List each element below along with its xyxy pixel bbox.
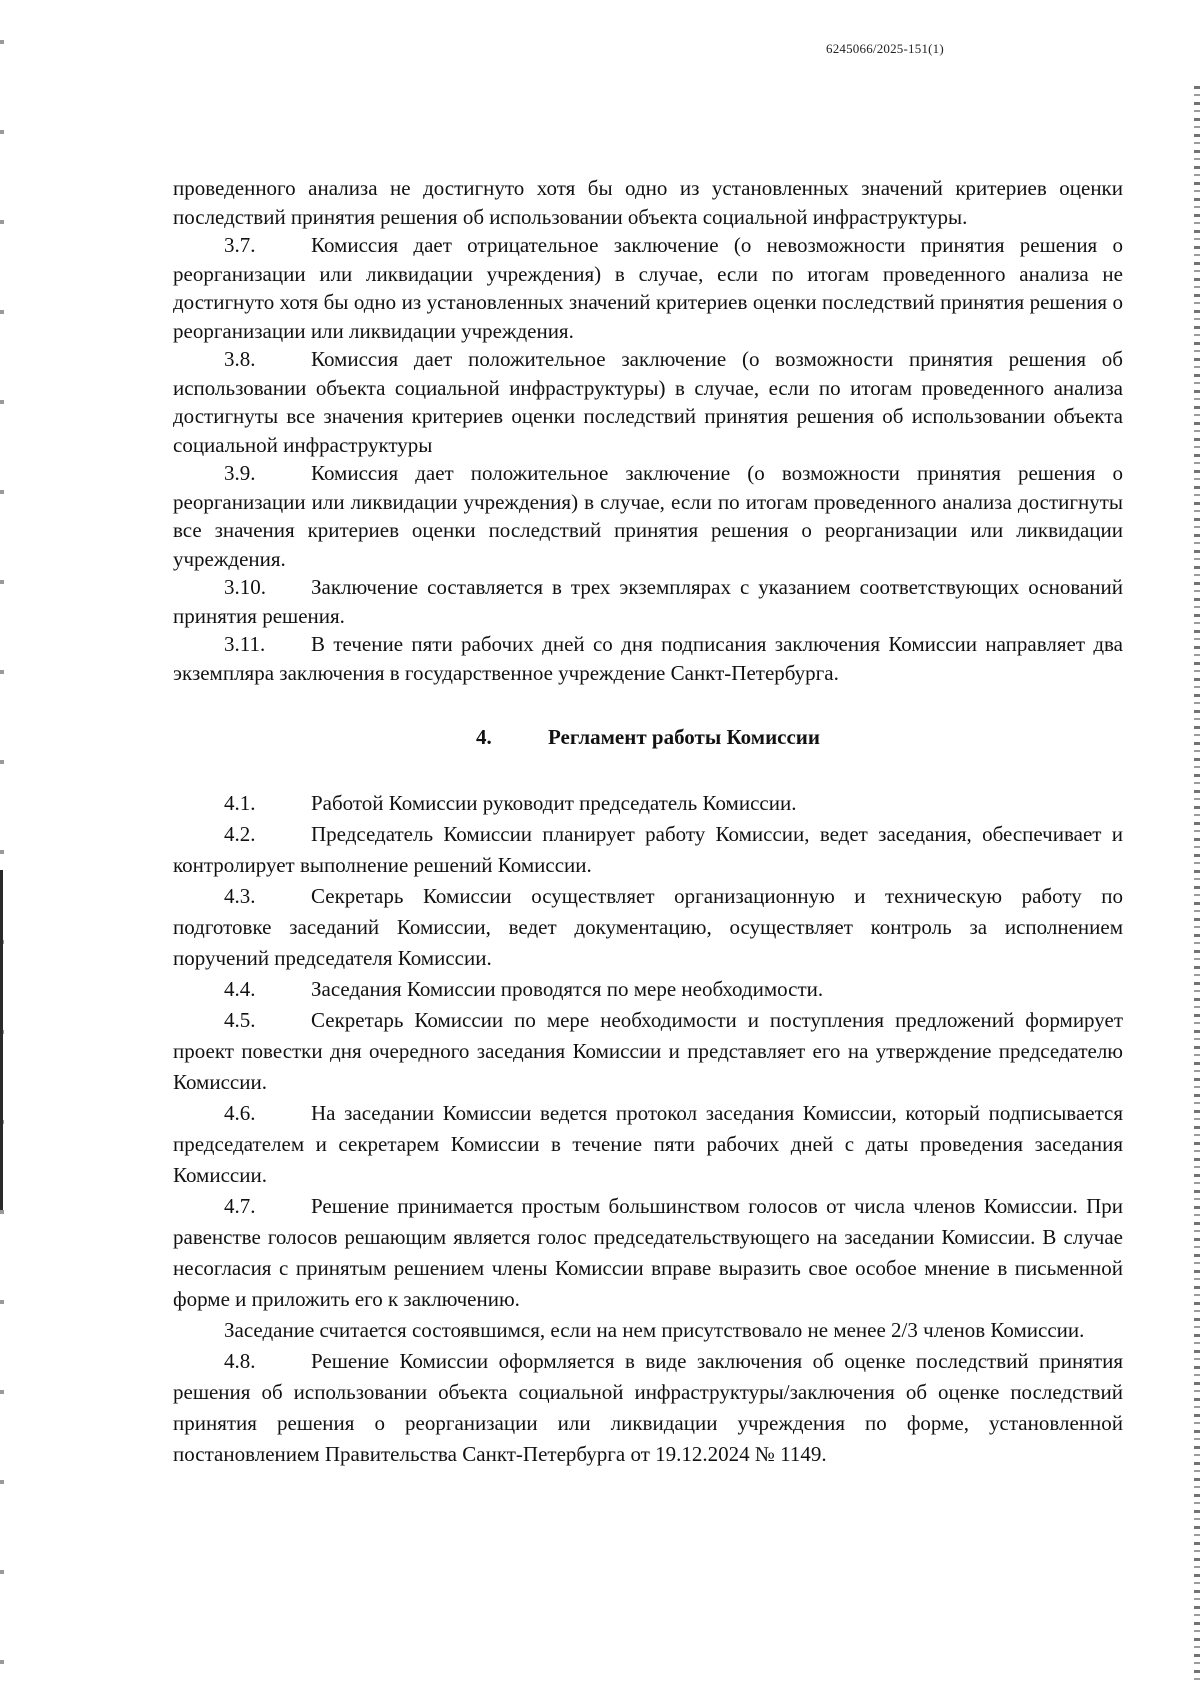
item-number: 3.10. — [224, 575, 266, 599]
item-number: 4.2. — [224, 821, 256, 846]
item-number: 3.7. — [224, 233, 256, 257]
document-body — [173, 174, 1123, 1470]
item-text: В течение пяти рабочих дней со дня подписания заключения Комиссии направляет два экземпляра заключения в государственное учреждение Санкт-Петербурга. — [173, 632, 1123, 685]
list-item — [173, 1346, 1123, 1470]
document-number: 6245066/2025-151(1) — [826, 41, 944, 56]
item-number: 4.3. — [224, 883, 256, 908]
list-item — [173, 819, 1123, 881]
item-text: Заседания Комиссии проводятся по мере необходимости. — [311, 976, 824, 1001]
item-text: Решение принимается простым большинством голосов от числа членов Комиссии. При равенстве голосов решающим является голос председательствующего на заседании Комиссии. В случае несогласия с принятым решением члены Комиссии вправе выразить свое особое мнение в письменной форме и приложить его к заключению. — [173, 1193, 1123, 1311]
section-number: 4. — [475, 725, 492, 749]
list-item — [173, 630, 1123, 687]
item-number: 4.4. — [224, 976, 256, 1001]
list-item — [173, 1098, 1123, 1191]
item-text: Комиссия дает положительное заключение (о возможности принятия решения об использовании объекта социальной инфраструктуры) в случае, если по итогам проведенного анализа достигнуты все значения критериев оценки последствий принятия решения об использовании объекта социальной инфраструктуры — [173, 347, 1123, 457]
list-item — [173, 1005, 1123, 1098]
item-number: 4.5. — [224, 1007, 256, 1032]
list-item — [173, 1191, 1123, 1315]
scan-edge-left — [0, 0, 4, 1696]
scan-edge-left-dark — [0, 870, 3, 1210]
item-text: На заседании Комиссии ведется протокол заседания Комиссии, который подписывается председателем и секретарем Комиссии в течение пяти рабочих дней с даты проведения заседания Комиссии. — [173, 1100, 1123, 1187]
item-number: 4.6. — [224, 1100, 256, 1125]
list-item — [173, 231, 1123, 345]
list-item — [173, 881, 1123, 974]
section-4-heading — [173, 723, 1123, 752]
item-text: Комиссия дает положительное заключение (о возможности принятия решения о реорганизации или ликвидации учреждения) в случае, если по итогам проведенного анализа достигнуты все значения критериев оценки последствий принятия решения о реорганизации или ликвидации учреждения. — [173, 461, 1123, 571]
list-item — [173, 573, 1123, 630]
item-number: 3.11. — [224, 632, 266, 656]
section-title: Регламент работы Комиссии — [547, 725, 821, 749]
item-text: Секретарь Комиссии осуществляет организационную и техническую работу по подготовке заседаний Комиссии, ведет документацию, осуществляет контроль за исполнением поручений председателя Комиссии. — [173, 883, 1123, 970]
item-text: Секретарь Комиссии по мере необходимости и поступления предложений формирует проект повестки дня очередного заседания Комиссии и представляет его на утверждение председателю Комиссии. — [173, 1007, 1123, 1094]
list-item — [173, 788, 1123, 819]
item-number: 4.1. — [224, 790, 256, 815]
item-number: 4.7. — [224, 1193, 256, 1218]
section-4-items — [173, 788, 1123, 1470]
item-number: 3.8. — [224, 347, 256, 371]
section-3-items — [173, 231, 1123, 687]
intro-fragment: проведенного анализа не достигнуто хотя бы одно из установленных значений критериев оценки последствий принятия решения об использовании объекта социальной инфраструктуры. — [173, 176, 1123, 229]
item-number: 4.8. — [224, 1348, 256, 1373]
list-item — [173, 459, 1123, 573]
list-item — [173, 974, 1123, 1005]
item-number: 3.9. — [224, 461, 256, 485]
item-text: Решение Комиссии оформляется в виде заключения об оценке последствий принятия решения об использовании объекта социальной инфраструктуры/заключения об оценке последствий принятия решения о реорганизации или ликвидации учреждения по форме, установленной постановлением Правительства Санкт-Петербурга от 19.12.2024 № 1149. — [173, 1348, 1123, 1466]
quorum-paragraph: Заседание считается состоявшимся, если на нем присутствовало не менее 2/3 членов Комиссии. — [224, 1317, 1085, 1342]
item-text: Председатель Комиссии планирует работу Комиссии, ведет заседания, обеспечивает и контролирует выполнение решений Комиссии. — [173, 821, 1123, 877]
item-text: Работой Комиссии руководит председатель Комиссии. — [311, 790, 797, 815]
scan-edge-right — [1194, 80, 1200, 1680]
item-text: Комиссия дает отрицательное заключение (о невозможности принятия решения о реорганизации или ликвидации учреждения) в случае, если по итогам проведенного анализа не достигнуто хотя бы одно из установленных значений критериев оценки последствий принятия решения о реорганизации или ликвидации учреждения. — [173, 233, 1123, 343]
item-text: Заключение составляется в трех экземплярах с указанием соответствующих оснований принятия решения. — [173, 575, 1123, 628]
list-item — [173, 345, 1123, 459]
